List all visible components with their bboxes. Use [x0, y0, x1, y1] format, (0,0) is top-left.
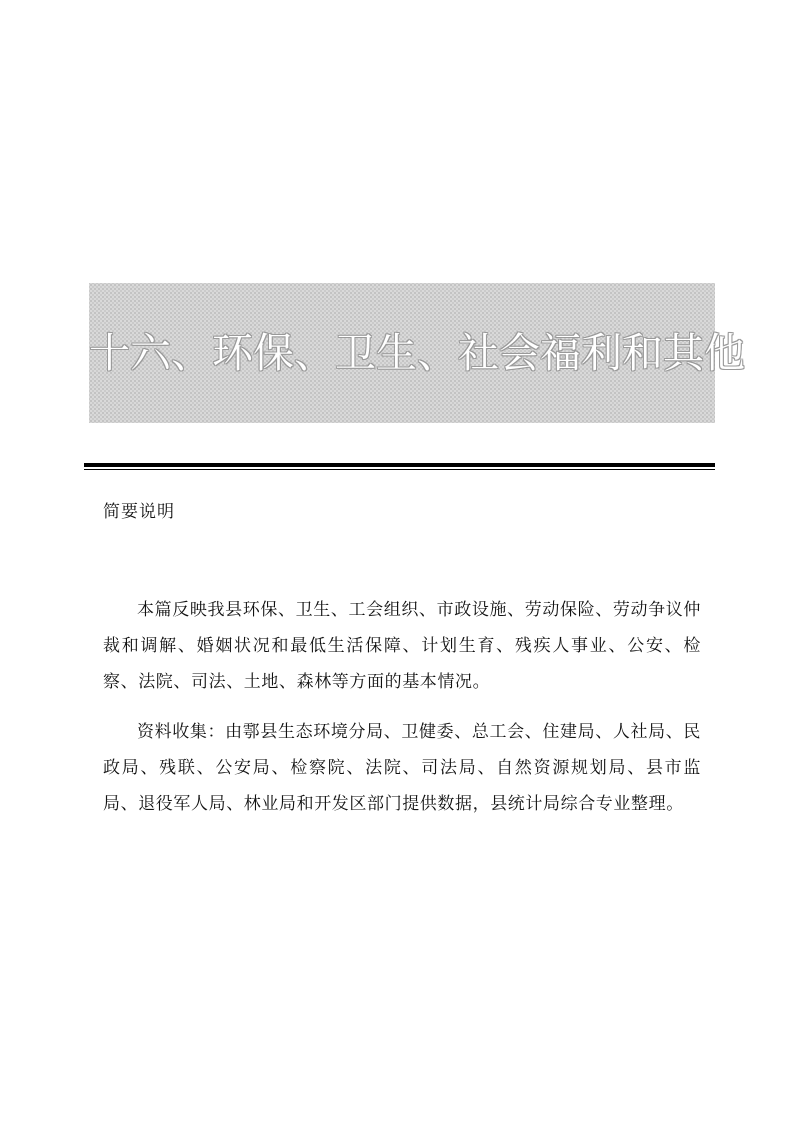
data-source-paragraph: 资料收集：由鄠县生态环境分局、卫健委、总工会、住建局、人社局、民政局、残联、公安局、检察院、法院、司法局、自然资源规划局、县市监局、退役军人局、林业局和开发区部门提供数据，县统计局综合专业整理。 [103, 722, 701, 814]
chapter-banner [89, 283, 745, 423]
chapter-title: 十六、环保、卫生、社会福利和其他 [89, 329, 745, 377]
intro-paragraph: 本篇反映我县环保、卫生、工会组织、市政设施、劳动保险、劳动争议仲裁和调解、婚姻状况和最低生活保障、计划生育、残疾人事业、公安、检察、法院、司法、土地、森林等方面的基本情况。 [103, 600, 701, 692]
section-heading: 简要说明 [103, 502, 175, 522]
divider-thin [84, 469, 715, 470]
divider-thick [84, 463, 715, 467]
